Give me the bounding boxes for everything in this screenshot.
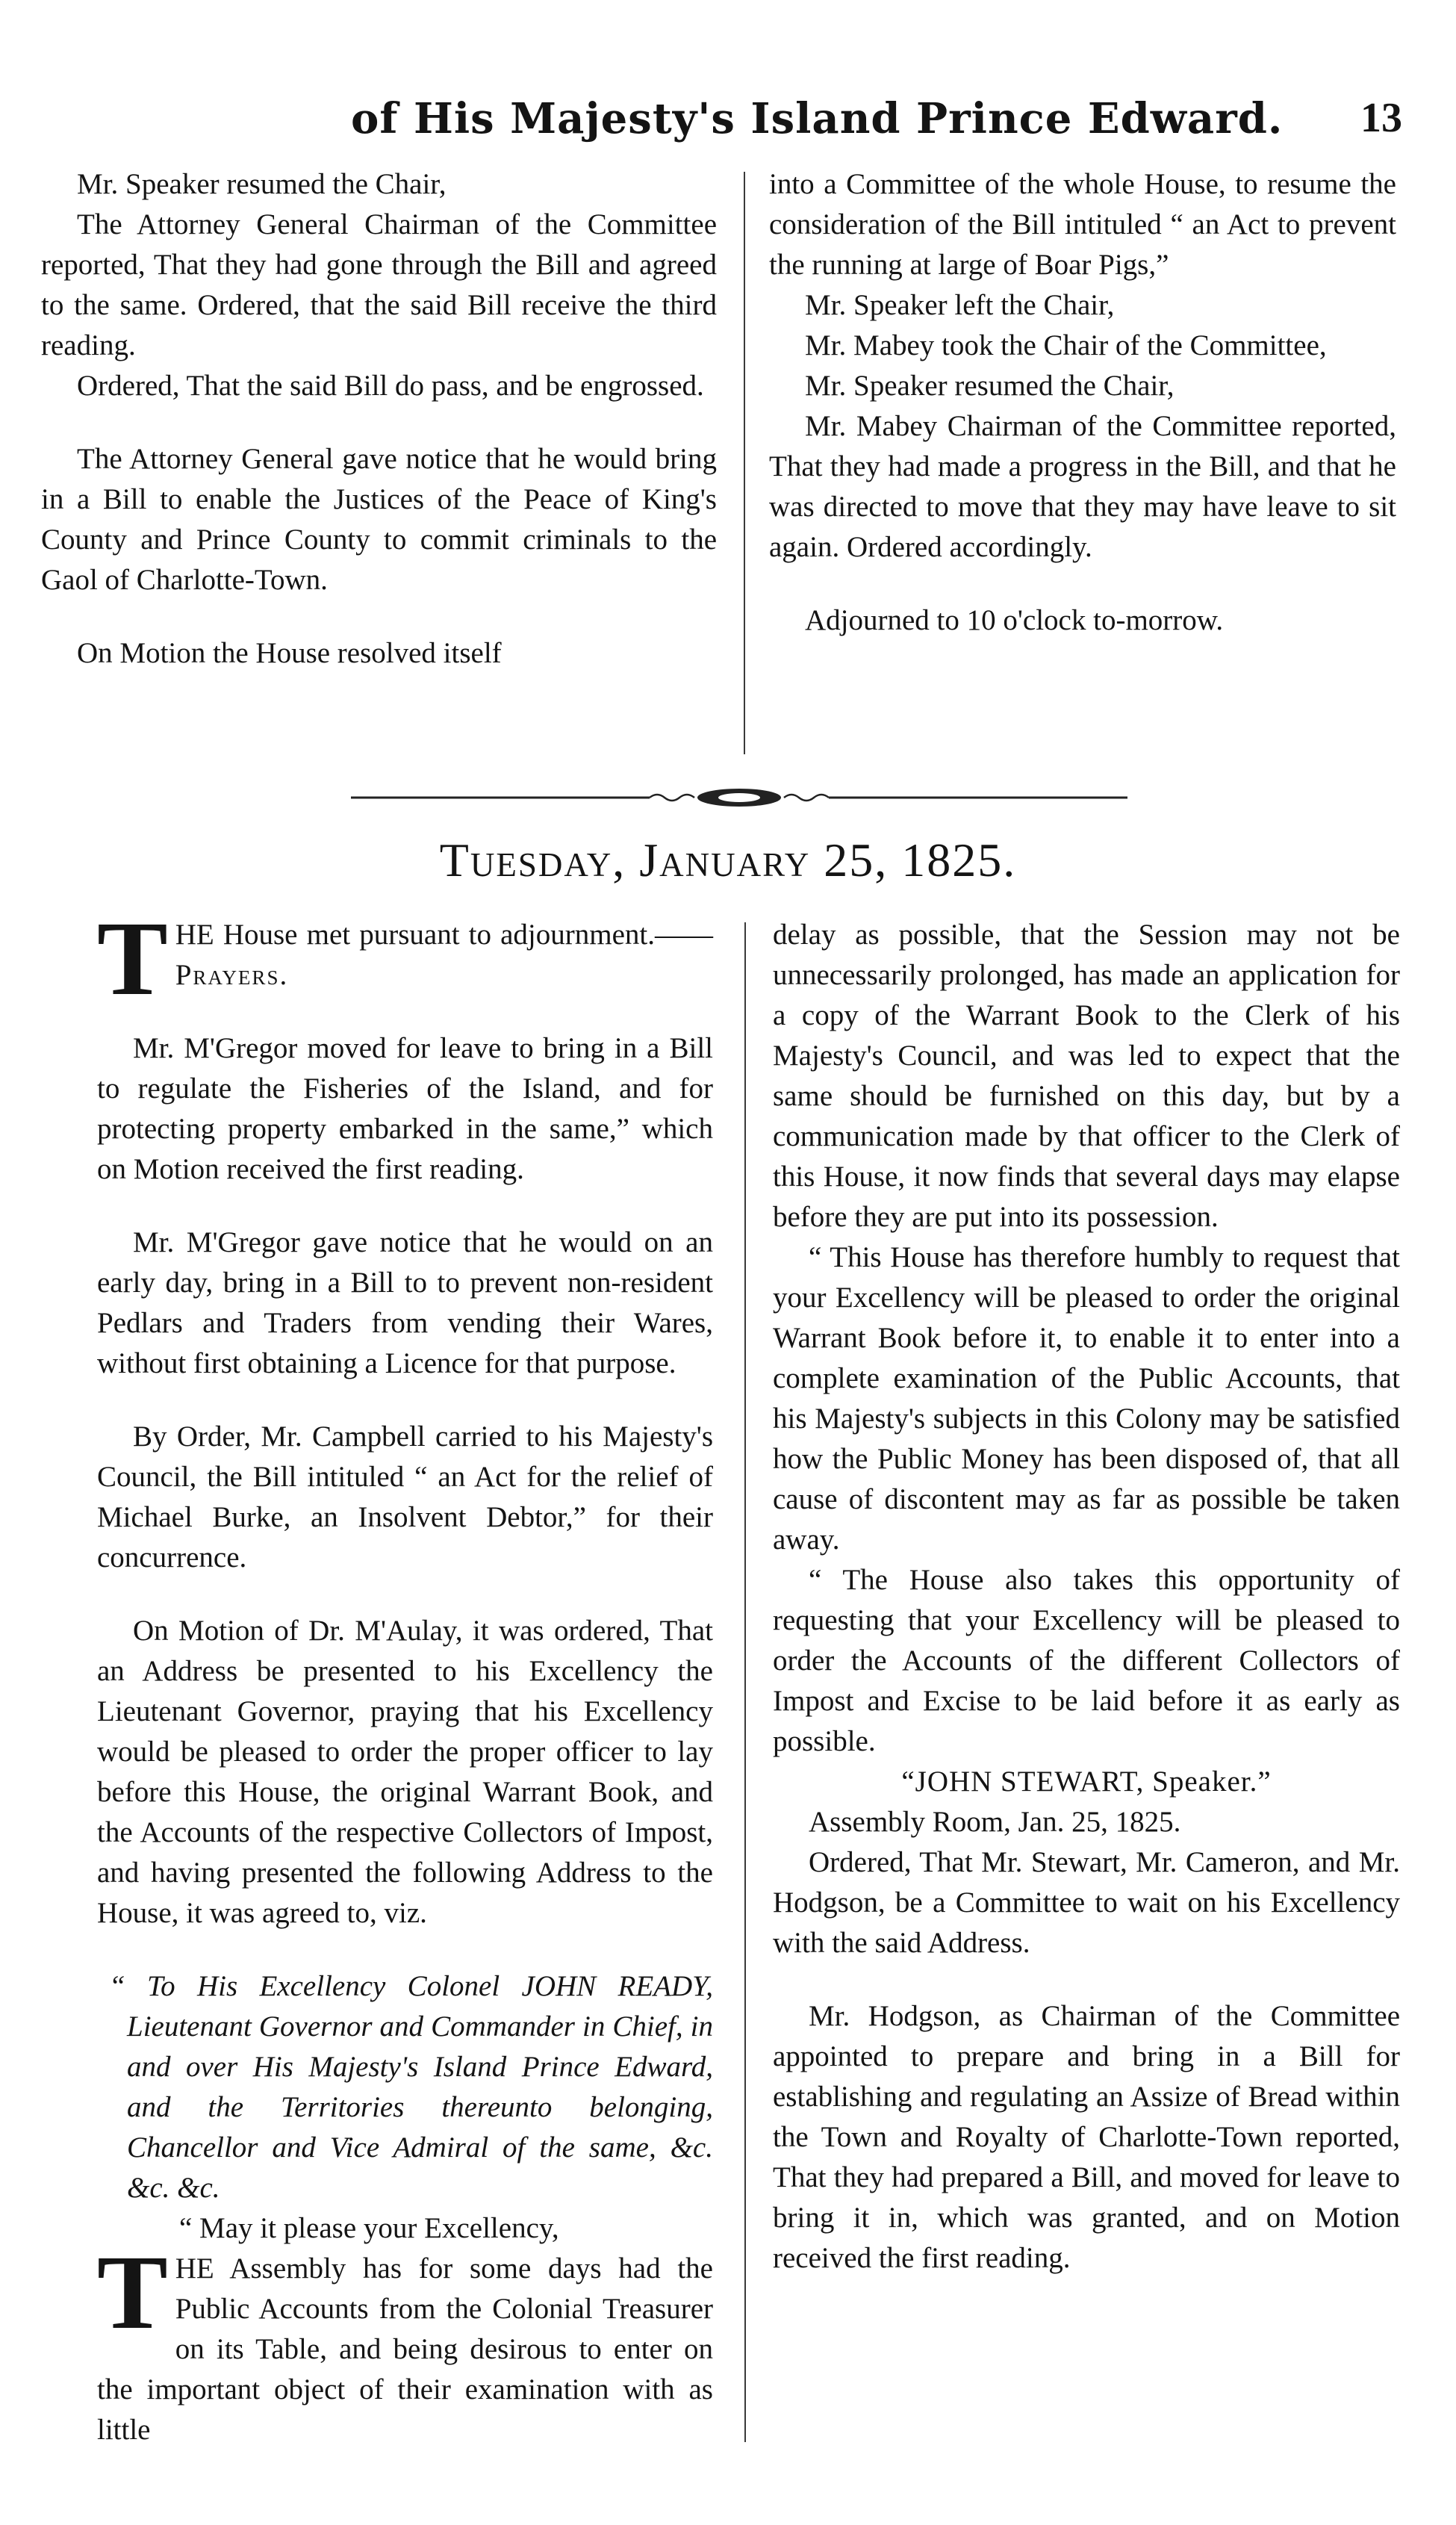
- paragraph-humbly-request: “ This House has therefore humbly to request that your Excellency will be pleased to order the original Warrant Book before it, to enable it to enter into a complete examination of the Public Accounts, that his Majesty's subjects in this Colony may be satisfied how the Public Money has been disposed of, that all cause of discontent may as far as possible be taken away.: [773, 1241, 1400, 1556]
- paragraph-speaker-left: Mr. Speaker left the Chair,: [805, 289, 1115, 321]
- paragraph-adjourned: Adjourned to 10 o'clock to-morrow.: [805, 604, 1224, 636]
- paragraph-house-met: [97, 899, 713, 1017]
- column-rule-bottom: [744, 922, 746, 2442]
- drop-cap-opening: T: [97, 899, 168, 1017]
- assembly-text: HE Assembly has for some days had the Public Accounts from the Colonial Treasurer on its Table, and being desirous to enter on the important object of their examination with as little: [97, 2252, 713, 2446]
- prayers-text: Prayers.: [175, 959, 289, 991]
- paragraph-mabey-chair: Mr. Mabey took the Chair of the Committee,: [805, 329, 1327, 361]
- paragraph-committee-boar-pigs: into a Committee of the whole House, to resume the consideration of the Bill intituled “ an Act to prevent the running at large of Boar Pigs,”: [769, 168, 1396, 281]
- paragraph-motion-resolved: On Motion the House resolved itself: [77, 637, 502, 669]
- bottom-left-column: [97, 899, 713, 2450]
- paragraph-maulay-motion: On Motion of Dr. M'Aulay, it was ordered, That an Address be presented to his Excellency the Lieutenant Governor, praying that his Excellency would be pleased to order the proper officer to lay before this House, the original Warrant Book, and the Accounts of the respective Collectors of Impost, and having presented the following Address to the House, it was agreed to, viz.: [97, 1615, 713, 1929]
- date-heading: Tuesday, January 25, 1825.: [439, 833, 1017, 886]
- paragraph-address-salutation: “ To His Excellency Colonel JOHN READY, Lieutenant Governor and Commander in Chief, in and over His Majesty's Island Prince Edward, and the Territories thereunto belonging, Chancellor and Vice Admiral of the same, &c. &c. &c.: [109, 1970, 713, 2204]
- opening-text: HE House met pursuant to adjournment.——: [175, 919, 713, 951]
- ornament-divider-icon: [351, 783, 1127, 813]
- top-left-column: [41, 164, 717, 674]
- paragraph-also-takes: “ The House also takes this opportunity of requesting that your Excellency will be pleased to order the Accounts of the different Collectors of Impost and Excise to be laid before it as early as possible.: [773, 1564, 1400, 1757]
- paragraph-attorney-notice: The Attorney General gave notice that he would bring in a Bill to enable the Justices of the Peace of King's County and Prince County to commit criminals to the Gaol of Charlotte-Town.: [41, 443, 717, 596]
- address-dateline: Assembly Room, Jan. 25, 1825.: [809, 1806, 1181, 1838]
- paragraph-mabey-report: Mr. Mabey Chairman of the Committee reported, That they had made a progress in the Bill, and that he was directed to move that they may have leave to sit again. Ordered accordingly.: [769, 410, 1396, 563]
- paragraph-address-continuation: delay as possible, that the Session may not be unnecessarily prolonged, has made an application for a copy of the Warrant Book to the Clerk of his Majesty's Council, and was led to expect that the same should be furnished on this day, but by a communication made by that officer to the Clerk of this House, it now finds that several days may elapse before they are put into its possession.: [773, 919, 1400, 1233]
- page-number: 13: [1360, 95, 1402, 141]
- paragraph-speaker-resumed-2: Mr. Speaker resumed the Chair,: [805, 370, 1175, 402]
- running-title: of His Majesty's Island Prince Edward.: [351, 94, 1284, 143]
- drop-cap-assembly: T: [97, 2233, 168, 2351]
- paragraph-committee-order: Ordered, That Mr. Stewart, Mr. Cameron, and Mr. Hodgson, be a Committee to wait on his Excellency with the said Address.: [773, 1846, 1400, 1959]
- column-rule-top: [744, 172, 745, 754]
- paragraph-speaker-resumed: Mr. Speaker resumed the Chair,: [77, 168, 447, 200]
- paragraph-attorney-report: The Attorney General Chairman of the Committee reported, That they had gone through the Bill and agreed to the same. Ordered, that the said Bill receive the third reading.: [41, 208, 717, 361]
- paragraph-campbell-order: By Order, Mr. Campbell carried to his Majesty's Council, the Bill intituled “ an Act for the relief of Michael Burke, an Insolvent Debtor,” for their concurrence.: [97, 1420, 713, 1574]
- paragraph-mcgregor-motion: Mr. M'Gregor moved for leave to bring in a Bill to regulate the Fisheries of the Island, and for protecting property embarked in the same,” which on Motion received the first reading.: [97, 1032, 713, 1185]
- paragraph-mcgregor-notice: Mr. M'Gregor gave notice that he would on an early day, bring in a Bill to to prevent non-resident Pedlars and Traders from vending their Wares, without first obtaining a Licence for that purpose.: [97, 1226, 713, 1379]
- paragraph-assembly: [97, 2233, 713, 2450]
- top-right-column: [769, 164, 1396, 641]
- address-signature: [773, 1762, 1400, 1802]
- signature-text: “JOHN STEWART, Speaker.”: [901, 1765, 1272, 1798]
- paragraph-may-it-please: “ May it please your Excellency,: [179, 2212, 559, 2244]
- page-header: [0, 88, 1456, 155]
- paragraph-hodgson-report: Mr. Hodgson, as Chairman of the Committee appointed to prepare and bring in a Bill for establishing and regulating an Assize of Bread within the Town and Royalty of Charlotte-Town reported, That they had prepared a Bill, and moved for leave to bring it in, which was granted, and on Motion received the first reading.: [773, 2000, 1400, 2274]
- bottom-right-column: [773, 915, 1400, 2279]
- paragraph-bill-pass: Ordered, That the said Bill do pass, and be engrossed.: [77, 370, 704, 402]
